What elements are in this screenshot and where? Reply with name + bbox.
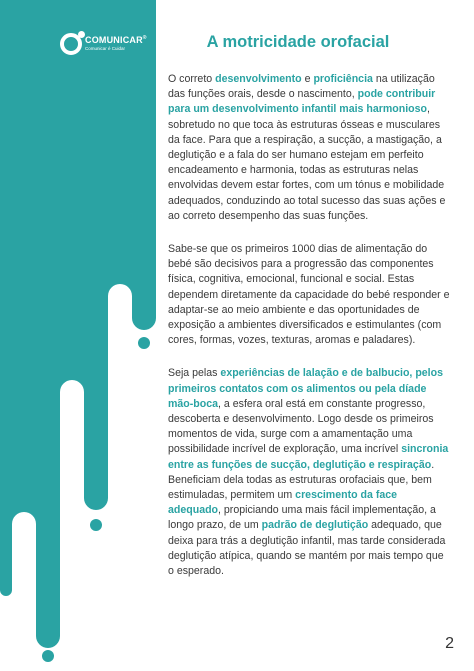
highlighted-text: crescimento da face adequado [168,489,398,517]
highlighted-text: proficiência [313,73,373,85]
paragraph [168,72,452,224]
body-text [168,72,452,597]
drip-dot [138,337,150,349]
highlighted-text: desenvolvimento [215,73,302,85]
sidebar-decoration [0,0,156,671]
page-title: A motricidade orofacial [206,33,390,51]
highlighted-text: pode contribuir para um desenvolvimento infantil mais harmonioso [168,88,436,116]
paragraph [168,242,452,348]
drip-dot [42,650,54,662]
highlighted-text: sincronia entre as funções de sucção, deglutição e respiração [168,443,449,471]
text-segment: , sobretudo no que toca às estruturas ósseas e musculares da face. Para que a respiração, a sucção, a mastigação, a deglutição e a fala do ser humano estejam em perfeito encadeamento e harmonia, todas as estruturas nelas envolvidas devem estar fortes, com um tónus e mobilidade adequados, conduzindo ao total sucesso das suas ações e ao correto desempenho das suas funções. [168,103,446,222]
logo-name: COMUNICAR [85,35,143,46]
logo-registered-mark: ® [142,35,147,42]
text-segment: . Beneficiam dela todas as estruturas orofaciais que, bem estimuladas, permitem um [168,458,435,502]
logo-tagline: Comunicar é Cuidar [85,46,126,52]
text-segment: e [301,73,314,85]
brand-logo [60,33,147,55]
text-segment: , propiciando uma mais fácil implementação, a longo prazo, de um [168,504,436,532]
highlighted-text: experiências de lalação e de balbucio, pelos primeiros contatos com os alimentos ou pela díade mão-boca [168,367,443,410]
text-segment: Sabe-se que os primeiros 1000 dias de alimentação do bebé são decisivos para a progressão das componentes física, cognitiva, emocional, funcional e social. Estas dependem diretamente da capacidade do bebé responder e adaptar-se ao meio ambiente e das oportunidades de exposição a ambientes diversificados e estimulantes (com cores, formas, vozes, texturas, aromas e paladares). [168,243,450,347]
text-segment: adequado, que deixa para trás a deglutição infantil, mas tarde considerada deglutição atípica, quando se mantém por mais tempo que o esperado. [168,519,446,578]
drip-dot [90,519,102,531]
paragraph [168,366,452,579]
text-segment: O correto [168,73,216,85]
text-segment: Seja pelas [168,367,221,380]
text-segment: na utilização das funções orais, desde o nascimento, [168,73,435,101]
logo-icon [60,33,82,55]
page-number: 2 [445,635,454,652]
teal-drip-shape [0,0,156,648]
text-segment: , a esfera oral está em constante progresso, descoberta e desenvolvimento. Logo desde os primeiros momentos de vida, surge com a amamentação uma possibilidade incrível de exploração, uma incrível [168,397,434,456]
highlighted-text: padrão de deglutição [261,519,369,532]
